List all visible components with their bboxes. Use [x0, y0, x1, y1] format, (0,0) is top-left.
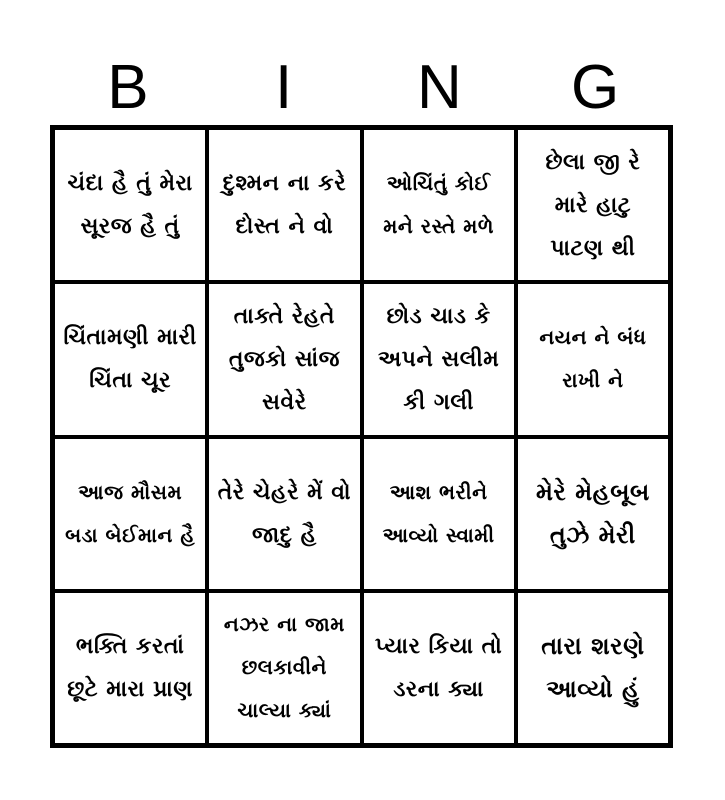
cell-text: તારા શરણે આવ્યો હું	[541, 631, 645, 703]
bingo-cell[interactable]	[53, 437, 207, 591]
cell-text: નઝર ના જામ છલકાવીને ચાલ્યા ક્યાં	[223, 612, 345, 723]
cell-text: મેરે મેહબૂબ તુઝે મેરી	[535, 477, 650, 549]
cell-text: તાક્તે રેહતે તુજકો સાંજ સવેરે	[228, 303, 340, 415]
cell-text: દુશ્મન ના કરે દોસ્ત ને વો	[222, 171, 347, 240]
bingo-cell[interactable]	[53, 128, 207, 282]
header-letter-g: G	[571, 53, 620, 122]
bingo-cell[interactable]	[516, 437, 670, 591]
cell-text: ચંદા હૈ તું મેરા સૂરજ હૈ તું	[67, 171, 193, 240]
cell-text: ભક્તિ કરતાં છૂટે મારા પ્રાણ	[67, 633, 193, 702]
bingo-board	[50, 125, 673, 748]
cell-text: છેલા જી રે મારે હાટુ પાટણ થી	[545, 149, 641, 261]
cell-text: ચિંતામણી મારી ચિંતા ચૂર	[63, 325, 197, 394]
bingo-cell[interactable]	[207, 591, 361, 745]
cell-text: ઓચિંતું કોઈ મને રસ્તે મળે	[383, 171, 494, 239]
header-letter-n: N	[416, 53, 462, 122]
bingo-header	[50, 52, 673, 124]
bingo-cell[interactable]	[207, 437, 361, 591]
header-letter-i: I	[275, 53, 293, 122]
cell-text: આશ ભરીને આવ્યો સ્વામી	[382, 479, 495, 547]
bingo-cell[interactable]	[53, 591, 207, 745]
bingo-cell[interactable]	[362, 282, 516, 436]
cell-text: છોડ ચાડ કે અપને સલીમ કી ગલી	[377, 303, 500, 415]
bingo-cell[interactable]	[516, 128, 670, 282]
header-letter-b: B	[107, 53, 149, 122]
bingo-cell[interactable]	[516, 591, 670, 745]
bingo-cell[interactable]	[207, 128, 361, 282]
bingo-cell[interactable]	[516, 282, 670, 436]
bingo-cell[interactable]	[53, 282, 207, 436]
bingo-cell[interactable]	[207, 282, 361, 436]
cell-text: તેરે ચેહરે મેં વો જાદુ હૈ	[217, 479, 352, 548]
cell-text: નયન ને બંધ રાખી ને	[539, 325, 647, 393]
bingo-cell[interactable]	[362, 128, 516, 282]
cell-text: પ્યાર કિયા તો ડરના ક્યા	[374, 633, 503, 702]
cell-text: આજ મૌસમ બડા બેઈમાન હૈ	[65, 479, 196, 547]
bingo-cell[interactable]	[362, 437, 516, 591]
bingo-cell[interactable]	[362, 591, 516, 745]
